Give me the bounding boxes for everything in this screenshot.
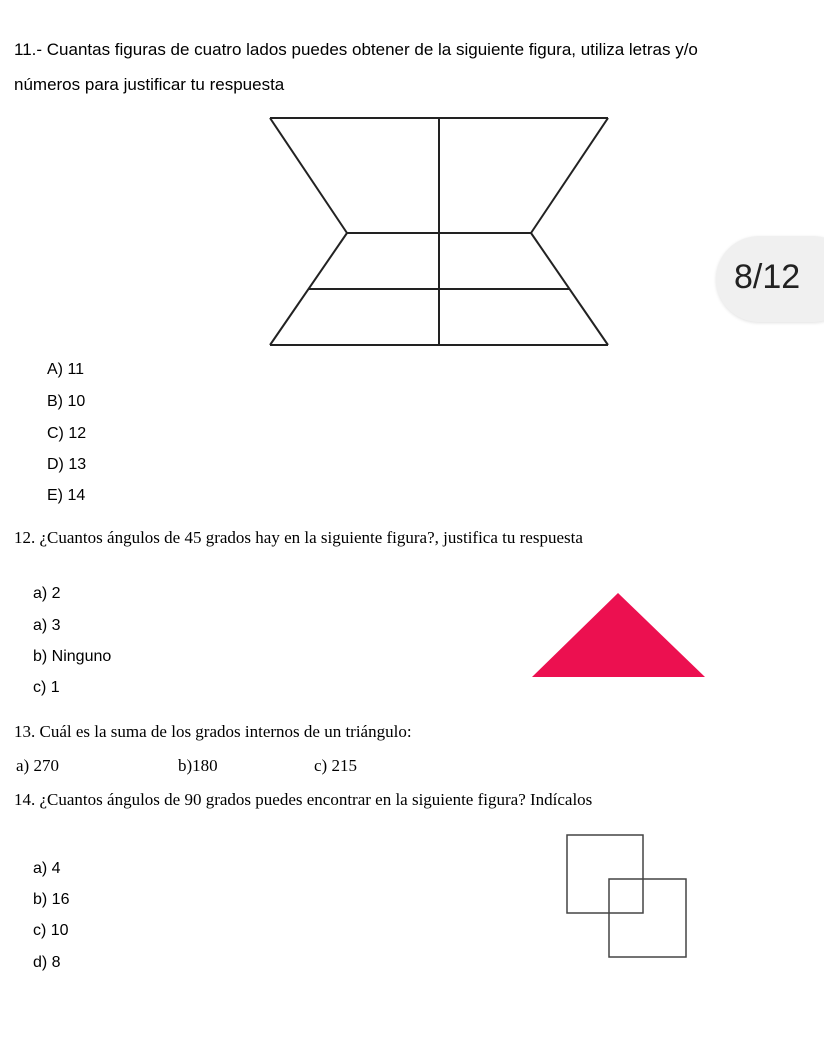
q14-title: 14. ¿Cuantos ángulos de 90 grados puedes encontrar en la siguiente figura? Indícalos <box>14 790 593 809</box>
q11-option-c: C) 12 <box>47 425 87 442</box>
q11-option-b: B) 10 <box>47 393 86 410</box>
q11-option-d: D) 13 <box>47 456 87 473</box>
q14-option-b: b) 16 <box>33 891 70 908</box>
q13-option-b: b)180 <box>178 756 218 775</box>
q13-option-a: a) 270 <box>16 756 59 775</box>
q13-title: 13. Cuál es la suma de los grados internos de un triángulo: <box>14 722 412 741</box>
q14-option-c: c) 10 <box>33 922 69 939</box>
page-indicator-text: 8/12 <box>734 258 801 296</box>
q12-option-3: b) Ninguno <box>33 648 112 665</box>
q14-option-d: d) 8 <box>33 954 61 971</box>
q11-title-line1: 11.- Cuantas figuras de cuatro lados puedes obtener de la siguiente figura, utiliza letras y/o <box>14 40 698 59</box>
q13-option-c: c) 215 <box>314 756 357 775</box>
q11-title-line2: números para justificar tu respuesta <box>14 75 285 94</box>
q12-option-1: a) 2 <box>33 585 61 602</box>
q11-option-e: E) 14 <box>47 487 86 504</box>
q14-option-a: a) 4 <box>33 860 61 877</box>
q11-option-a: A) 11 <box>47 361 85 378</box>
q12-title: 12. ¿Cuantos ángulos de 45 grados hay en la siguiente figura?, justifica tu respuesta <box>14 528 583 547</box>
q14-square-lower <box>609 879 686 957</box>
q12-option-4: c) 1 <box>33 679 60 696</box>
q14-square-upper <box>567 835 643 913</box>
q12-option-2: a) 3 <box>33 617 61 634</box>
